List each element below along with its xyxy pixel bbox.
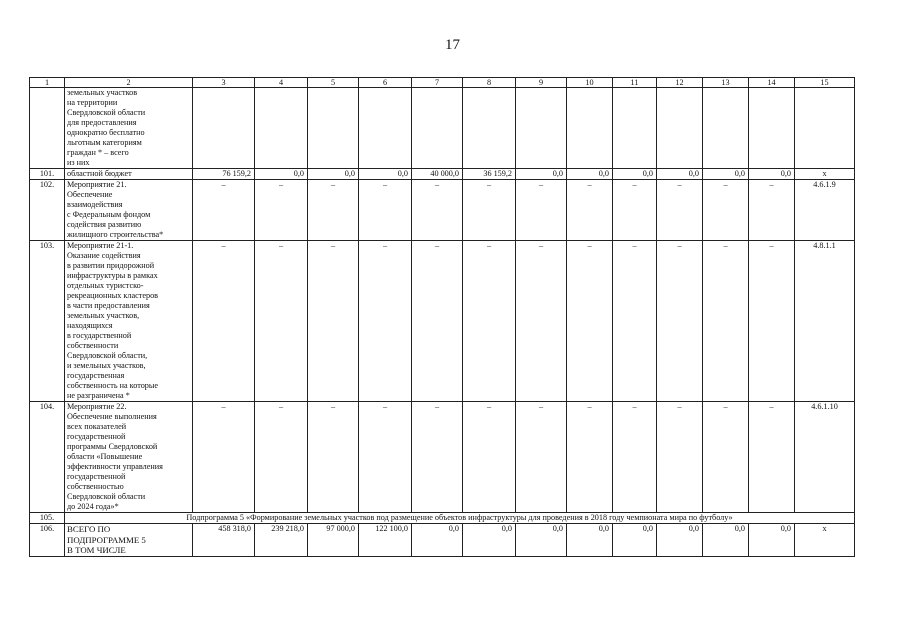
- value-cell-4: 0,0: [255, 169, 308, 180]
- indicator-code: х: [795, 524, 855, 557]
- value-cell-3: 76 159,2: [193, 169, 255, 180]
- value-cell-11: –: [613, 180, 657, 241]
- table-body: [30, 88, 855, 557]
- value-cell-4: 239 218,0: [255, 524, 308, 557]
- table-row: [30, 180, 855, 241]
- value-cell-7: –: [412, 402, 463, 513]
- value-cell-11: –: [613, 241, 657, 402]
- row-name: Мероприятие 22. Обеспечение выполнения всех показателей государственной программы Свердловской области «Повышение эффективности управления государственной собственностью Свердловской области до 2024 года»*: [65, 402, 193, 513]
- column-header-14: 14: [749, 78, 795, 88]
- table-row: [30, 169, 855, 180]
- row-name: ВСЕГО ПО ПОДПРОГРАММЕ 5 В ТОМ ЧИСЛЕ: [65, 524, 193, 557]
- value-cell-5: 0,0: [308, 169, 359, 180]
- value-cell-4: [255, 88, 308, 169]
- value-cell-14: –: [749, 180, 795, 241]
- value-cell-8: [463, 88, 516, 169]
- value-cell-11: 0,0: [613, 524, 657, 557]
- row-name: земельных участков на территории Свердловской области для предоставления однократно бесплатно льготным категориям граждан * – всего из них: [65, 88, 193, 169]
- value-cell-14: [749, 88, 795, 169]
- column-header-10: 10: [567, 78, 613, 88]
- column-header-2: 2: [65, 78, 193, 88]
- indicator-code: 4.6.1.9: [795, 180, 855, 241]
- value-cell-13: 0,0: [703, 524, 749, 557]
- value-cell-13: 0,0: [703, 169, 749, 180]
- value-cell-10: –: [567, 402, 613, 513]
- value-cell-10: [567, 88, 613, 169]
- value-cell-12: –: [657, 180, 703, 241]
- page-number: 17: [445, 37, 460, 53]
- column-header-6: 6: [359, 78, 412, 88]
- value-cell-12: –: [657, 241, 703, 402]
- value-cell-6: –: [359, 241, 412, 402]
- table-row: [30, 241, 855, 402]
- value-cell-5: –: [308, 402, 359, 513]
- column-header-11: 11: [613, 78, 657, 88]
- row-number: 105.: [30, 513, 65, 524]
- value-cell-14: –: [749, 241, 795, 402]
- column-header-13: 13: [703, 78, 749, 88]
- value-cell-9: [516, 88, 567, 169]
- value-cell-7: [412, 88, 463, 169]
- value-cell-8: –: [463, 241, 516, 402]
- value-cell-14: 0,0: [749, 524, 795, 557]
- column-header-15: 15: [795, 78, 855, 88]
- value-cell-6: 0,0: [359, 169, 412, 180]
- column-header-5: 5: [308, 78, 359, 88]
- row-number: 101.: [30, 169, 65, 180]
- value-cell-7: –: [412, 241, 463, 402]
- value-cell-4: –: [255, 180, 308, 241]
- value-cell-6: –: [359, 180, 412, 241]
- value-cell-13: –: [703, 180, 749, 241]
- value-cell-9: 0,0: [516, 169, 567, 180]
- value-cell-6: [359, 88, 412, 169]
- value-cell-7: 0,0: [412, 524, 463, 557]
- column-header-9: 9: [516, 78, 567, 88]
- column-header-8: 8: [463, 78, 516, 88]
- row-name: областной бюджет: [65, 169, 193, 180]
- row-number: [30, 88, 65, 169]
- value-cell-9: –: [516, 402, 567, 513]
- value-cell-12: [657, 88, 703, 169]
- value-cell-10: 0,0: [567, 524, 613, 557]
- value-cell-8: 36 159,2: [463, 169, 516, 180]
- value-cell-12: 0,0: [657, 169, 703, 180]
- row-number: 106.: [30, 524, 65, 557]
- value-cell-8: –: [463, 402, 516, 513]
- subprogram-title: Подпрограмма 5 «Формирование земельных участков под размещение объектов инфраструктуры для проведения в 2018 году чемпионата мира по футболу»: [65, 513, 855, 524]
- value-cell-7: 40 000,0: [412, 169, 463, 180]
- total-row: [30, 524, 855, 557]
- value-cell-3: [193, 88, 255, 169]
- value-cell-13: [703, 88, 749, 169]
- row-number: 103.: [30, 241, 65, 402]
- column-header-7: 7: [412, 78, 463, 88]
- value-cell-14: –: [749, 402, 795, 513]
- value-cell-11: [613, 88, 657, 169]
- value-cell-4: –: [255, 241, 308, 402]
- table-row: [30, 88, 855, 169]
- value-cell-9: –: [516, 241, 567, 402]
- indicator-code: 4.6.1.10: [795, 402, 855, 513]
- row-name: Мероприятие 21. Обеспечение взаимодействия с Федеральным фондом содействия развитию жилищного строительства*: [65, 180, 193, 241]
- value-cell-10: –: [567, 180, 613, 241]
- row-name: Мероприятие 21-1. Оказание содействия в развитии придорожной инфраструктуры в рамках отдельных туристско- рекреационных кластеров в части предоставления земельных участков, находящихся в государственной собственности Свердловской области, и земельных участков, государственная собственность на которые не разграничена *: [65, 241, 193, 402]
- value-cell-12: 0,0: [657, 524, 703, 557]
- row-number: 102.: [30, 180, 65, 241]
- value-cell-13: –: [703, 402, 749, 513]
- value-cell-5: –: [308, 241, 359, 402]
- indicator-code: [795, 88, 855, 169]
- program-table: [29, 77, 855, 557]
- column-header-3: 3: [193, 78, 255, 88]
- indicator-code: 4.8.1.1: [795, 241, 855, 402]
- value-cell-8: 0,0: [463, 524, 516, 557]
- value-cell-5: [308, 88, 359, 169]
- value-cell-3: –: [193, 180, 255, 241]
- value-cell-4: –: [255, 402, 308, 513]
- value-cell-8: –: [463, 180, 516, 241]
- header-row: [30, 78, 855, 88]
- value-cell-9: –: [516, 180, 567, 241]
- value-cell-12: –: [657, 402, 703, 513]
- value-cell-13: –: [703, 241, 749, 402]
- value-cell-10: 0,0: [567, 169, 613, 180]
- value-cell-3: –: [193, 241, 255, 402]
- value-cell-6: –: [359, 402, 412, 513]
- value-cell-11: 0,0: [613, 169, 657, 180]
- value-cell-3: 458 318,0: [193, 524, 255, 557]
- value-cell-11: –: [613, 402, 657, 513]
- value-cell-9: 0,0: [516, 524, 567, 557]
- value-cell-3: –: [193, 402, 255, 513]
- value-cell-6: 122 100,0: [359, 524, 412, 557]
- value-cell-5: 97 000,0: [308, 524, 359, 557]
- row-number: 104.: [30, 402, 65, 513]
- column-header-12: 12: [657, 78, 703, 88]
- column-header-4: 4: [255, 78, 308, 88]
- indicator-code: х: [795, 169, 855, 180]
- table-row: [30, 402, 855, 513]
- value-cell-7: –: [412, 180, 463, 241]
- value-cell-14: 0,0: [749, 169, 795, 180]
- value-cell-5: –: [308, 180, 359, 241]
- column-header-1: 1: [30, 78, 65, 88]
- value-cell-10: –: [567, 241, 613, 402]
- subprogram-row: [30, 513, 855, 524]
